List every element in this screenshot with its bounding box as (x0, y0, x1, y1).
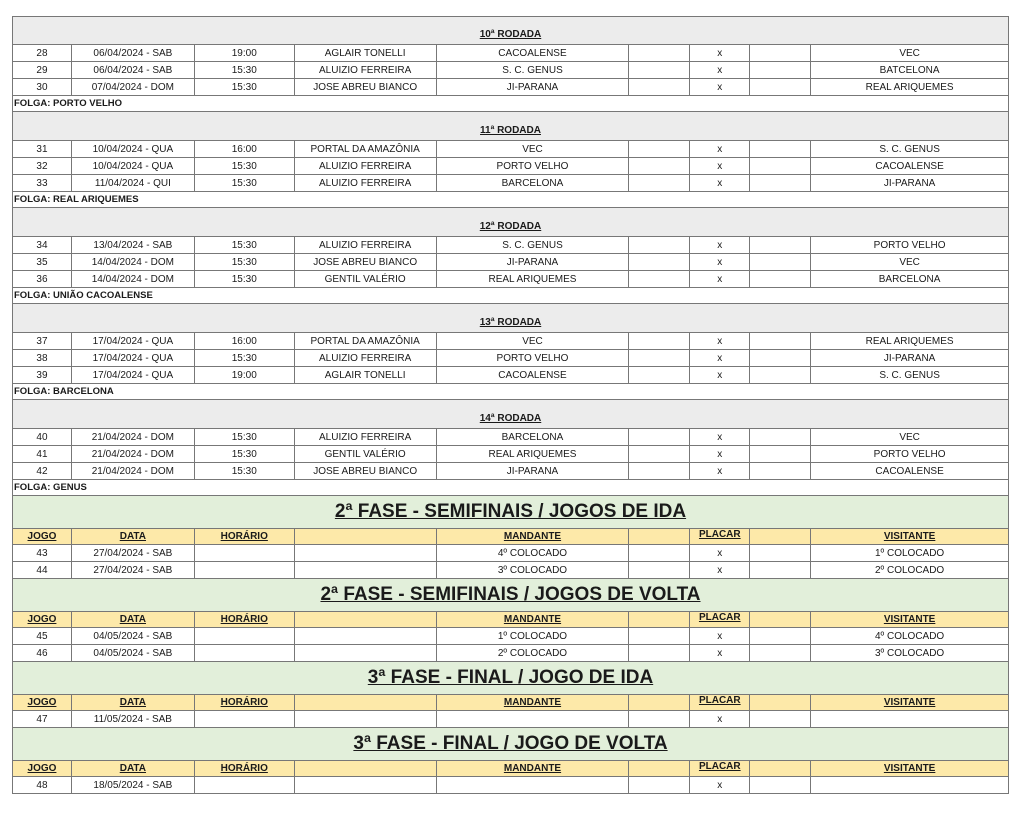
cell-placar-m (629, 45, 690, 61)
cell-mandante: BARCELONA (437, 175, 630, 191)
folga-row: FOLGA: REAL ARIQUEMES (12, 192, 1008, 208)
match-row (12, 562, 1008, 579)
header-horario: HORÁRIO (195, 761, 295, 776)
cell-placar-v (750, 62, 811, 78)
cell-placar-v (750, 350, 811, 366)
header-data: DATA (72, 529, 195, 544)
match-row (12, 141, 1008, 158)
cell-estadio: JOSE ABREU BIANCO (295, 79, 437, 95)
header-x: PLACAR (690, 529, 750, 544)
header-data: DATA (72, 612, 195, 627)
cell-placar-m (629, 429, 690, 445)
header-placar-m (629, 529, 690, 544)
column-header-row (12, 695, 1008, 711)
header-jogo: JOGO (13, 695, 72, 710)
cell-jogo: 40 (13, 429, 72, 445)
cell-horario: 15:30 (195, 254, 295, 270)
match-row (12, 777, 1008, 794)
cell-data: 06/04/2024 - SAB (72, 45, 195, 61)
phase-title: 3ª FASE - FINAL / JOGO DE IDA (367, 667, 654, 688)
cell-jogo: 46 (13, 645, 72, 661)
cell-placar-v (750, 271, 811, 287)
cell-estadio (295, 645, 437, 661)
cell-visitante (811, 711, 1008, 727)
cell-data: 10/04/2024 - QUA (72, 158, 195, 174)
cell-estadio: ALUIZIO FERREIRA (295, 350, 437, 366)
cell-visitante: CACOALENSE (875, 160, 944, 172)
cell-x: x (690, 175, 750, 191)
match-row (12, 158, 1008, 175)
cell-horario (195, 645, 295, 661)
header-estadio (295, 529, 437, 544)
header-visitante: VISITANTE (883, 697, 936, 708)
cell-data: 17/04/2024 - QUA (72, 333, 195, 349)
cell-mandante: JI-PARANA (437, 254, 630, 270)
cell-placar-v (750, 367, 811, 383)
header-placar-m (629, 761, 690, 776)
cell-data: 06/04/2024 - SAB (72, 62, 195, 78)
cell-placar-v (750, 175, 811, 191)
cell-jogo: 35 (13, 254, 72, 270)
cell-x: x (690, 158, 750, 174)
round-title: 13ª RODADA (479, 317, 542, 328)
cell-horario (195, 777, 295, 793)
header-x: PLACAR (690, 612, 750, 627)
match-row (12, 545, 1008, 562)
cell-placar-m (629, 254, 690, 270)
round-title-row (12, 16, 1008, 45)
cell-placar-v (750, 545, 811, 561)
header-placar-v (750, 695, 811, 710)
folga-row: FOLGA: UNIÃO CACOALENSE (12, 288, 1008, 304)
header-estadio (295, 695, 437, 710)
cell-horario (195, 711, 295, 727)
cell-visitante: S. C. GENUS (879, 369, 940, 381)
phase-title: 2ª FASE - SEMIFINAIS / JOGOS DE IDA (334, 501, 687, 522)
match-row (12, 628, 1008, 645)
cell-data: 17/04/2024 - QUA (72, 350, 195, 366)
cell-jogo: 45 (13, 628, 72, 644)
cell-placar-v (750, 711, 811, 727)
cell-mandante: REAL ARIQUEMES (437, 446, 630, 462)
cell-estadio: ALUIZIO FERREIRA (295, 158, 437, 174)
header-mandante: MANDANTE (437, 529, 630, 544)
cell-placar-m (629, 711, 690, 727)
cell-estadio: ALUIZIO FERREIRA (295, 62, 437, 78)
cell-x: x (690, 45, 750, 61)
cell-mandante (437, 711, 630, 727)
folga-row: FOLGA: PORTO VELHO (12, 96, 1008, 112)
cell-placar-v (750, 237, 811, 253)
cell-x: x (690, 628, 750, 644)
cell-data: 18/05/2024 - SAB (72, 777, 195, 793)
cell-visitante: VEC (899, 47, 920, 59)
cell-estadio: ALUIZIO FERREIRA (295, 429, 437, 445)
cell-jogo: 30 (13, 79, 72, 95)
cell-jogo: 42 (13, 463, 72, 479)
phase-title-row (12, 579, 1008, 612)
cell-visitante (811, 777, 1008, 793)
cell-placar-m (629, 545, 690, 561)
cell-placar-m (629, 446, 690, 462)
cell-x: x (690, 350, 750, 366)
cell-visitante: BATCELONA (879, 64, 940, 76)
cell-x: x (690, 645, 750, 661)
cell-visitante: PORTO VELHO (873, 448, 946, 460)
cell-jogo: 47 (13, 711, 72, 727)
match-row (12, 333, 1008, 350)
cell-jogo: 29 (13, 62, 72, 78)
cell-data: 21/04/2024 - DOM (72, 446, 195, 462)
cell-estadio: AGLAIR TONELLI (295, 45, 437, 61)
cell-visitante: 3º COLOCADO (874, 647, 945, 659)
phase-title: 3ª FASE - FINAL / JOGO DE VOLTA (353, 733, 668, 754)
match-row (12, 367, 1008, 384)
cell-visitante: REAL ARIQUEMES (865, 81, 954, 93)
cell-placar-m (629, 333, 690, 349)
schedule-table (12, 16, 1009, 794)
cell-placar-v (750, 777, 811, 793)
cell-placar-m (629, 350, 690, 366)
cell-placar-v (750, 79, 811, 95)
cell-data: 04/05/2024 - SAB (72, 628, 195, 644)
cell-mandante: VEC (437, 141, 630, 157)
header-jogo: JOGO (13, 612, 72, 627)
cell-horario: 19:00 (195, 45, 295, 61)
match-row (12, 463, 1008, 480)
header-visitante: VISITANTE (883, 763, 936, 774)
cell-x: x (690, 367, 750, 383)
cell-data: 13/04/2024 - SAB (72, 237, 195, 253)
cell-horario: 15:30 (195, 62, 295, 78)
match-row (12, 79, 1008, 96)
cell-jogo: 39 (13, 367, 72, 383)
match-row (12, 254, 1008, 271)
cell-mandante: 2º COLOCADO (437, 645, 630, 661)
cell-mandante: BARCELONA (437, 429, 630, 445)
phase-title-row (12, 496, 1008, 529)
cell-x: x (690, 271, 750, 287)
header-placar-v (750, 529, 811, 544)
round-title: 10ª RODADA (479, 29, 542, 40)
column-header-row (12, 612, 1008, 628)
cell-mandante: 3º COLOCADO (437, 562, 630, 578)
cell-visitante: VEC (899, 256, 920, 268)
cell-placar-m (629, 62, 690, 78)
header-data: DATA (72, 761, 195, 776)
cell-estadio: ALUIZIO FERREIRA (295, 237, 437, 253)
header-mandante: MANDANTE (437, 761, 630, 776)
cell-placar-v (750, 158, 811, 174)
cell-jogo: 32 (13, 158, 72, 174)
round-title-row (12, 304, 1008, 333)
cell-visitante: 2º COLOCADO (874, 564, 945, 576)
cell-mandante: CACOALENSE (437, 367, 630, 383)
cell-mandante: CACOALENSE (437, 45, 630, 61)
round-title-row (12, 112, 1008, 141)
cell-visitante: 1º COLOCADO (874, 547, 945, 559)
cell-estadio (295, 777, 437, 793)
match-row (12, 175, 1008, 192)
header-mandante: MANDANTE (437, 695, 630, 710)
cell-mandante: S. C. GENUS (437, 237, 630, 253)
cell-horario: 15:30 (195, 271, 295, 287)
cell-placar-v (750, 645, 811, 661)
cell-placar-m (629, 367, 690, 383)
cell-estadio (295, 711, 437, 727)
cell-placar-m (629, 777, 690, 793)
cell-jogo: 48 (13, 777, 72, 793)
cell-estadio: GENTIL VALÉRIO (295, 446, 437, 462)
match-row (12, 237, 1008, 254)
cell-placar-m (629, 562, 690, 578)
header-placar-m (629, 695, 690, 710)
header-x: PLACAR (690, 695, 750, 710)
cell-placar-m (629, 79, 690, 95)
cell-placar-v (750, 628, 811, 644)
cell-estadio: JOSE ABREU BIANCO (295, 254, 437, 270)
cell-placar-v (750, 254, 811, 270)
cell-x: x (690, 333, 750, 349)
cell-horario (195, 562, 295, 578)
cell-visitante: JI-PARANA (883, 177, 936, 189)
match-row (12, 645, 1008, 662)
cell-x: x (690, 141, 750, 157)
cell-jogo: 36 (13, 271, 72, 287)
cell-visitante: VEC (899, 431, 920, 443)
cell-estadio (295, 628, 437, 644)
cell-mandante: 1º COLOCADO (437, 628, 630, 644)
header-jogo: JOGO (13, 529, 72, 544)
cell-visitante: PORTO VELHO (873, 239, 946, 251)
cell-estadio: ALUIZIO FERREIRA (295, 175, 437, 191)
cell-placar-v (750, 141, 811, 157)
header-placar-v (750, 761, 811, 776)
folga-row: FOLGA: BARCELONA (12, 384, 1008, 400)
match-row (12, 446, 1008, 463)
cell-horario: 16:00 (195, 141, 295, 157)
header-mandante: MANDANTE (437, 612, 630, 627)
cell-x: x (690, 254, 750, 270)
cell-horario: 15:30 (195, 350, 295, 366)
cell-x: x (690, 62, 750, 78)
cell-estadio: PORTAL DA AMAZÔNIA (295, 141, 437, 157)
header-horario: HORÁRIO (195, 612, 295, 627)
header-horario: HORÁRIO (195, 529, 295, 544)
cell-data: 11/05/2024 - SAB (72, 711, 195, 727)
cell-placar-m (629, 237, 690, 253)
cell-horario: 15:30 (195, 429, 295, 445)
cell-jogo: 34 (13, 237, 72, 253)
cell-horario: 15:30 (195, 237, 295, 253)
round-title: 12ª RODADA (479, 221, 542, 232)
header-jogo: JOGO (13, 761, 72, 776)
cell-mandante: JI-PARANA (437, 79, 630, 95)
column-header-row (12, 529, 1008, 545)
cell-placar-m (629, 628, 690, 644)
header-visitante: VISITANTE (883, 614, 936, 625)
round-title-row (12, 208, 1008, 237)
cell-placar-m (629, 463, 690, 479)
cell-placar-m (629, 158, 690, 174)
round-title-row (12, 400, 1008, 429)
cell-placar-v (750, 446, 811, 462)
phase-title-row (12, 662, 1008, 695)
cell-x: x (690, 711, 750, 727)
cell-jogo: 44 (13, 562, 72, 578)
cell-x: x (690, 562, 750, 578)
cell-visitante: 4º COLOCADO (874, 630, 945, 642)
match-row (12, 62, 1008, 79)
cell-x: x (690, 237, 750, 253)
cell-data: 27/04/2024 - SAB (72, 562, 195, 578)
cell-jogo: 41 (13, 446, 72, 462)
cell-estadio: JOSE ABREU BIANCO (295, 463, 437, 479)
cell-placar-m (629, 175, 690, 191)
cell-data: 17/04/2024 - QUA (72, 367, 195, 383)
cell-horario: 15:30 (195, 463, 295, 479)
cell-horario (195, 545, 295, 561)
cell-visitante: BARCELONA (878, 273, 941, 285)
cell-visitante: CACOALENSE (875, 465, 944, 477)
match-row (12, 271, 1008, 288)
match-row (12, 45, 1008, 62)
cell-jogo: 37 (13, 333, 72, 349)
cell-horario: 19:00 (195, 367, 295, 383)
cell-data: 14/04/2024 - DOM (72, 271, 195, 287)
cell-x: x (690, 777, 750, 793)
cell-placar-m (629, 141, 690, 157)
cell-mandante: S. C. GENUS (437, 62, 630, 78)
cell-placar-v (750, 333, 811, 349)
phase-title-row (12, 728, 1008, 761)
cell-jogo: 33 (13, 175, 72, 191)
cell-data: 10/04/2024 - QUA (72, 141, 195, 157)
cell-mandante: REAL ARIQUEMES (437, 271, 630, 287)
cell-data: 14/04/2024 - DOM (72, 254, 195, 270)
phase-title: 2ª FASE - SEMIFINAIS / JOGOS DE VOLTA (320, 584, 701, 605)
cell-data: 21/04/2024 - DOM (72, 429, 195, 445)
folga-row: FOLGA: GENUS (12, 480, 1008, 496)
header-x: PLACAR (690, 761, 750, 776)
cell-data: 21/04/2024 - DOM (72, 463, 195, 479)
cell-jogo: 43 (13, 545, 72, 561)
cell-estadio: GENTIL VALÉRIO (295, 271, 437, 287)
cell-placar-v (750, 429, 811, 445)
cell-visitante: REAL ARIQUEMES (865, 335, 954, 347)
cell-horario (195, 628, 295, 644)
cell-jogo: 31 (13, 141, 72, 157)
cell-x: x (690, 463, 750, 479)
header-data: DATA (72, 695, 195, 710)
cell-estadio (295, 562, 437, 578)
cell-horario: 15:30 (195, 446, 295, 462)
cell-estadio: PORTAL DA AMAZÔNIA (295, 333, 437, 349)
cell-data: 04/05/2024 - SAB (72, 645, 195, 661)
cell-mandante: JI-PARANA (437, 463, 630, 479)
cell-placar-v (750, 562, 811, 578)
cell-mandante: PORTO VELHO (437, 350, 630, 366)
cell-placar-m (629, 645, 690, 661)
cell-mandante (437, 777, 630, 793)
header-visitante: VISITANTE (883, 531, 936, 542)
cell-data: 27/04/2024 - SAB (72, 545, 195, 561)
column-header-row (12, 761, 1008, 777)
match-row (12, 350, 1008, 367)
header-placar-m (629, 612, 690, 627)
cell-x: x (690, 79, 750, 95)
round-title: 14ª RODADA (479, 413, 542, 424)
cell-visitante: S. C. GENUS (879, 143, 940, 155)
cell-x: x (690, 545, 750, 561)
match-row (12, 429, 1008, 446)
cell-horario: 15:30 (195, 79, 295, 95)
cell-mandante: 4º COLOCADO (437, 545, 630, 561)
cell-mandante: VEC (437, 333, 630, 349)
cell-placar-m (629, 271, 690, 287)
cell-jogo: 28 (13, 45, 72, 61)
cell-estadio: AGLAIR TONELLI (295, 367, 437, 383)
cell-placar-v (750, 45, 811, 61)
cell-horario: 15:30 (195, 158, 295, 174)
header-placar-v (750, 612, 811, 627)
cell-horario: 16:00 (195, 333, 295, 349)
cell-mandante: PORTO VELHO (437, 158, 630, 174)
header-horario: HORÁRIO (195, 695, 295, 710)
header-estadio (295, 612, 437, 627)
cell-visitante: JI-PARANA (883, 352, 936, 364)
cell-data: 07/04/2024 - DOM (72, 79, 195, 95)
cell-placar-v (750, 463, 811, 479)
match-row (12, 711, 1008, 728)
cell-x: x (690, 429, 750, 445)
header-estadio (295, 761, 437, 776)
cell-estadio (295, 545, 437, 561)
cell-horario: 15:30 (195, 175, 295, 191)
cell-jogo: 38 (13, 350, 72, 366)
round-title: 11ª RODADA (480, 125, 541, 136)
cell-data: 11/04/2024 - QUI (72, 175, 195, 191)
cell-x: x (690, 446, 750, 462)
